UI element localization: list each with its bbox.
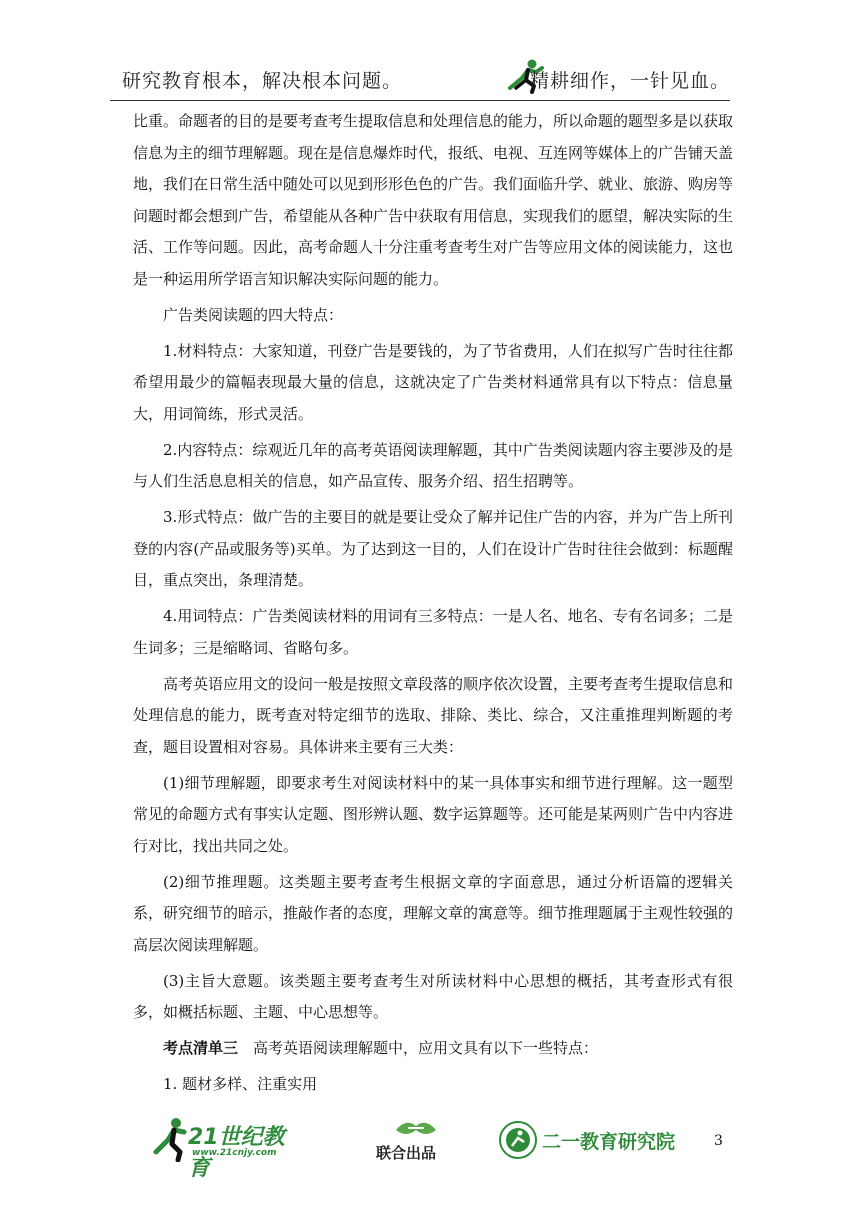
page-number: 3 xyxy=(714,1133,723,1149)
page-header xyxy=(110,58,730,102)
section-heading-label: 考点清单三 xyxy=(163,1039,239,1057)
logo-21cnjy-url: www.21cnjy.com xyxy=(192,1148,277,1158)
paragraph-main-idea: (3)主旨大意题。该类题主要考查考生对所读材料中心思想的概括，其考查形式有很多，如概括标题、主题、中心思想等。 xyxy=(133,971,733,1021)
logo-yanjiuyuan-text: 二一教育研究院 xyxy=(542,1131,676,1153)
document-body xyxy=(133,106,733,1105)
paragraph-four-features-heading: 广告类阅读题的四大特点： xyxy=(163,305,344,324)
paragraph-feature-wording: 4.用词特点：广告类阅读材料的用词有三多特点：一是人名、地名、专有名词多；二是生词多；三是缩略词、省略句多。 xyxy=(133,607,733,657)
paragraph-question-types: 高考英语应用文的设问一般是按照文章段落的顺序依次设置，主要考查考生提取信息和处理信息的能力，既考查对特定细节的选取、排除、类比、综合，又注重推理判断题的考查，题目设置相对容易。具体讲来主要有三大类： xyxy=(133,674,734,756)
handshake-icon xyxy=(394,1116,438,1140)
header-right-slogan: 精耕细作，一针见血。 xyxy=(529,70,730,92)
header-divider xyxy=(110,100,730,101)
seal-icon xyxy=(498,1120,538,1160)
section-heading-text: 高考英语阅读理解题中，应用文具有以下一些特点： xyxy=(238,1039,599,1057)
section-heading xyxy=(133,1033,733,1065)
header-left-slogan: 研究教育根本，解决根本问题。 xyxy=(122,70,403,92)
paragraph-detail-inference: (2)细节推理题。这类题主要考查考生根据文章的字面意思，通过分析语篇的逻辑关系，研究细节的暗示，推敲作者的态度，理解文章的寓意等。细节推理题属于主观性较强的高层次阅读理解题。 xyxy=(133,872,734,954)
paragraph-feature-material: 1.材料特点：大家知道，刊登广告是要钱的，为了节省费用，人们在拟写广告时往往都希望用最少的篇幅表现最大量的信息，这就决定了广告类材料通常具有以下特点：信息量大，用词简练，形式灵活。 xyxy=(133,341,733,423)
paragraph-feature-form: 3.形式特点：做广告的主要目的就是要让受众了解并记住广告的内容，并为广告上所刊登的内容(产品或服务等)买单。为了达到这一目的，人们在设计广告时往往会做到：标题醒目，重点突出，条理清楚。 xyxy=(133,508,733,589)
logo-lianhe-text: 联合出品 xyxy=(376,1144,437,1162)
logo-lianhe xyxy=(376,1116,456,1166)
logo-21cnjy-title: 21世纪教育 xyxy=(188,1125,285,1181)
logo-21cnjy xyxy=(152,1116,302,1181)
page-footer xyxy=(150,1110,750,1181)
paragraph-detail-comprehension: (1)细节理解题，即要求考生对阅读材料中的某一具体事实和细节进行理解。这一题型常见的命题方式有事实认定题、图形辨认题、数字运算题等。还可能是某两则广告中内容进行对比，找出共同之处。 xyxy=(133,773,734,855)
paragraph-intro-continued: 比重。命题者的目的是要考查考生提取信息和处理信息的能力，所以命题的题型多是以获取信息为主的细节理解题。现在是信息爆炸时代，报纸、电视、互连网等媒体上的广告铺天盖地，我们在日常生活中随处可以见到形形色色的广告。我们面临升学、就业、旅游、购房等问题时都会想到广告，希望能从各种广告中获取有用信息，实现我们的愿望，解决实际的生活、工作等问题。因此，高考命题人十分注重考查考生对广告等应用文体的阅读能力，这也是一种运用所学语言知识解决实际问题的能力。 xyxy=(133,112,734,288)
list-item-first: 1. 题材多样、注重实用 xyxy=(163,1075,318,1093)
logo-yanjiuyuan xyxy=(498,1116,708,1166)
paragraph-feature-content: 2.内容特点：综观近几年的高考英语阅读理解题，其中广告类阅读题内容主要涉及的是与人们生活息息相关的信息，如产品宣传、服务介绍、招生招聘等。 xyxy=(133,440,733,490)
runner-footer-icon xyxy=(152,1116,192,1162)
